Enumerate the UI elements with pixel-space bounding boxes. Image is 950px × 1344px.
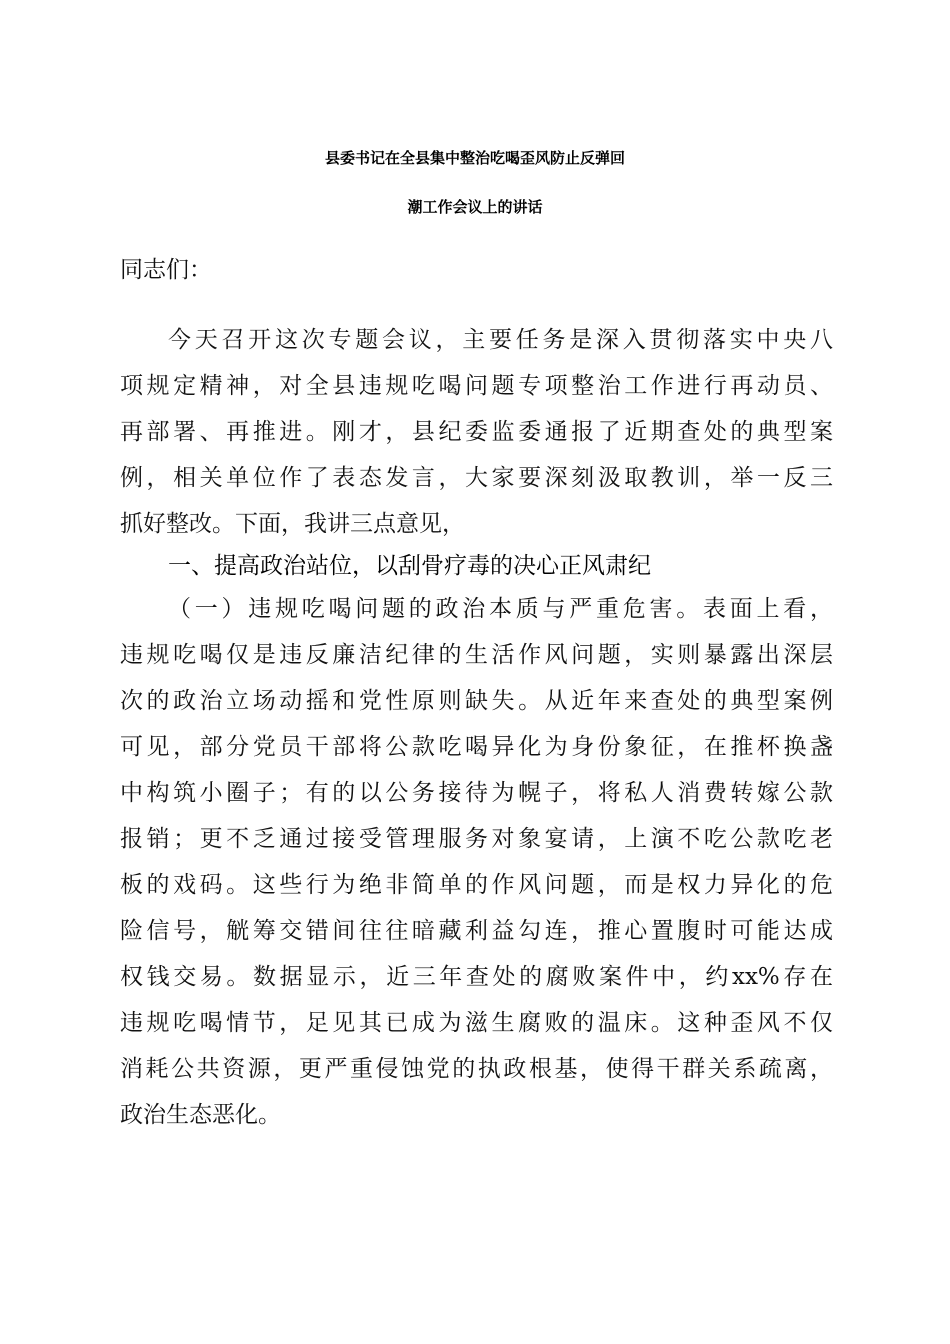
intro-line: 抓好整改。下面，我讲三点意见，	[120, 511, 465, 537]
section-1-line: 政治生态恶化。	[120, 1102, 281, 1128]
section-1-line: 次的政治立场动摇和党性原则缺失。从近年来查处的典型案例	[120, 688, 833, 714]
section-heading-1: 一、提高政治站位，以刮骨疗毒的决心正风肃纪	[168, 553, 651, 579]
section-1-line: 可见，部分党员干部将公款吃喝异化为身份象征，在推杯换盏	[120, 734, 833, 760]
section-1-line: 中构筑小圈子；有的以公务接待为幌子，将私人消费转嫁公款	[120, 780, 833, 806]
document-title-line-1: 县委书记在全县集中整治吃喝歪风防止反弹回	[324, 149, 625, 167]
section-1-line: 消耗公共资源，更严重侵蚀党的执政根基，使得干群关系疏离，	[120, 1056, 833, 1082]
section-1-line: 板的戏码。这些行为绝非简单的作风问题，而是权力异化的危	[120, 872, 833, 898]
section-1-line: （一）违规吃喝问题的政治本质与严重危害。表面上看，	[168, 596, 833, 622]
section-1-line: 违规吃喝情节，足见其已成为滋生腐败的温床。这种歪风不仅	[120, 1010, 833, 1036]
intro-line: 再部署、再推进。刚才，县纪委监委通报了近期查处的典型案	[120, 419, 833, 445]
section-1-line: 报销；更不乏通过接受管理服务对象宴请，上演不吃公款吃老	[120, 826, 833, 852]
document-title-line-2: 潮工作会议上的讲话	[407, 198, 543, 216]
section-1-line: 险信号，觥筹交错间往往暗藏利益勾连，推心置腹时可能达成	[120, 918, 833, 944]
section-1-line: 权钱交易。数据显示，近三年查处的腐败案件中，约xx%存在	[120, 964, 833, 990]
intro-line: 今天召开这次专题会议，主要任务是深入贯彻落实中央八	[168, 327, 833, 353]
intro-line: 例，相关单位作了表态发言，大家要深刻汲取教训，举一反三	[120, 465, 833, 491]
salutation: 同志们：	[120, 257, 212, 283]
section-1-line: 违规吃喝仅是违反廉洁纪律的生活作风问题，实则暴露出深层	[120, 642, 833, 668]
intro-line: 项规定精神，对全县违规吃喝问题专项整治工作进行再动员、	[120, 373, 833, 399]
